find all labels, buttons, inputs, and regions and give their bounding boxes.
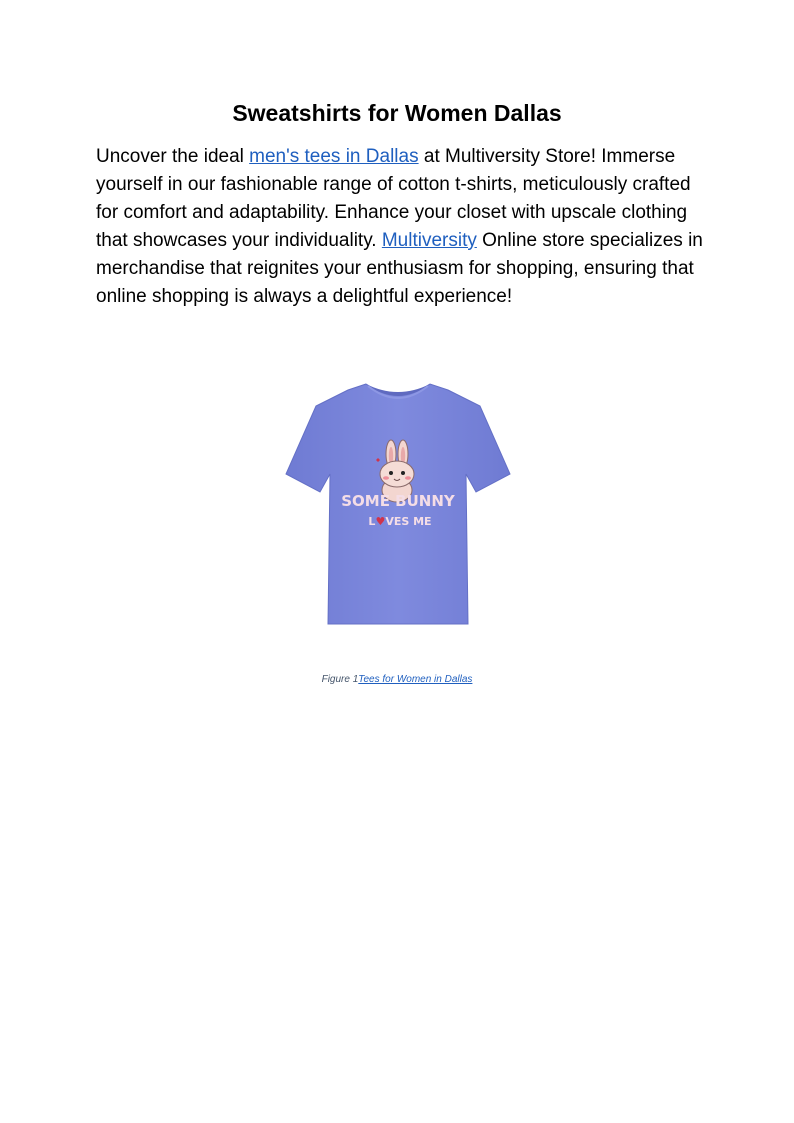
paragraph-text-3: Online store specializes in merchandise that reignites your enthusiasm for shopping, ensuring that online shopping is always a delightful experience! bbox=[96, 230, 703, 307]
intro-paragraph bbox=[96, 143, 706, 311]
shirt-print-line2: L♥VES ME bbox=[368, 515, 432, 528]
page-title: Sweatshirts for Women Dallas bbox=[232, 100, 562, 126]
paragraph-text-2: at Multiversity Store! Immerse yourself in our fashionable range of cotton t-shirts, meticulously crafted for comfort and adaptability. Enhance your closet with upscale clothing that showcases your individuality. bbox=[96, 146, 691, 251]
tshirt-image bbox=[282, 378, 514, 632]
paragraph-text-1: Uncover the ideal bbox=[96, 146, 250, 167]
caption-prefix: Figure 1 bbox=[321, 674, 359, 685]
caption-link[interactable]: Tees for Women in Dallas bbox=[358, 674, 473, 685]
shirt-print-line1: SOME BUNNY bbox=[341, 492, 455, 510]
multiversity-link[interactable]: Multiversity bbox=[381, 230, 477, 251]
figure-caption bbox=[0, 673, 794, 687]
mens-tees-link[interactable]: men's tees in Dallas bbox=[249, 146, 419, 167]
